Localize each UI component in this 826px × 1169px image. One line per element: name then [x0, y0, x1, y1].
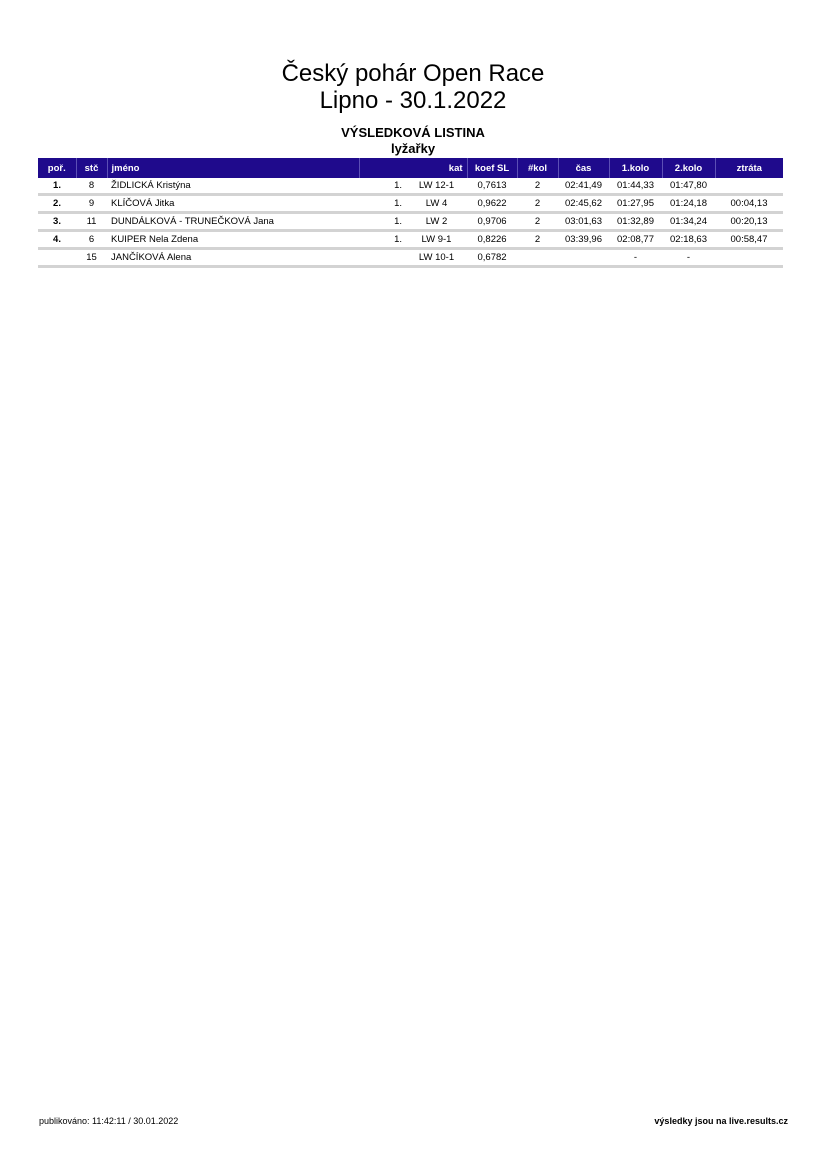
- category-heading: lyžařky: [390, 141, 436, 156]
- table-header-row: [38, 158, 783, 178]
- col-header-name: jméno: [107, 158, 359, 178]
- cell-start-number: 9: [76, 195, 107, 213]
- cell-position: [38, 249, 76, 267]
- cell-time: 02:41,49: [558, 178, 609, 195]
- cell-start-number: 8: [76, 178, 107, 195]
- cell-loss: [715, 249, 783, 267]
- cell-run1: -: [609, 249, 662, 267]
- col-header-run2: 2.kolo: [662, 158, 715, 178]
- cell-category: LW 9-1: [406, 231, 467, 249]
- cell-time: [558, 249, 609, 267]
- table-row: [38, 195, 783, 213]
- cell-coefficient: 0,8226: [467, 231, 517, 249]
- cell-runs: 2: [517, 195, 558, 213]
- cell-position: 1.: [38, 178, 76, 195]
- cell-category-rank: 1.: [359, 213, 406, 231]
- cell-loss: [715, 178, 783, 195]
- cell-category: LW 2: [406, 213, 467, 231]
- cell-name: KUIPER Nela Zdena: [107, 231, 359, 249]
- event-date-location: Lipno - 30.1.2022: [319, 87, 507, 114]
- cell-runs: 2: [517, 231, 558, 249]
- col-header-category: kat: [359, 158, 467, 178]
- results-table: [38, 158, 783, 268]
- table-row: [38, 249, 783, 267]
- cell-position: 4.: [38, 231, 76, 249]
- cell-position: 2.: [38, 195, 76, 213]
- results-heading: VÝSLEDKOVÁ LISTINA: [341, 125, 485, 140]
- cell-coefficient: 0,9622: [467, 195, 517, 213]
- cell-run2: -: [662, 249, 715, 267]
- cell-run2: 01:24,18: [662, 195, 715, 213]
- cell-category: LW 12-1: [406, 178, 467, 195]
- cell-runs: 2: [517, 178, 558, 195]
- col-header-time: čas: [558, 158, 609, 178]
- cell-start-number: 15: [76, 249, 107, 267]
- cell-run1: 01:44,33: [609, 178, 662, 195]
- cell-time: 03:39,96: [558, 231, 609, 249]
- table-row: [38, 213, 783, 231]
- cell-run2: 01:34,24: [662, 213, 715, 231]
- cell-runs: [517, 249, 558, 267]
- col-header-start-number: stč: [76, 158, 107, 178]
- cell-run1: 01:27,95: [609, 195, 662, 213]
- cell-runs: 2: [517, 213, 558, 231]
- table-row: [38, 231, 783, 249]
- col-header-coefficient: koef SL: [467, 158, 517, 178]
- cell-run2: 02:18,63: [662, 231, 715, 249]
- cell-start-number: 11: [76, 213, 107, 231]
- cell-time: 03:01,63: [558, 213, 609, 231]
- cell-category-rank: [359, 249, 406, 267]
- cell-loss: 00:20,13: [715, 213, 783, 231]
- event-title: Český pohár Open Race: [281, 60, 545, 87]
- cell-start-number: 6: [76, 231, 107, 249]
- table-row: [38, 178, 783, 195]
- cell-category: LW 10-1: [406, 249, 467, 267]
- cell-run1: 01:32,89: [609, 213, 662, 231]
- col-header-runs: #kol: [517, 158, 558, 178]
- cell-position: 3.: [38, 213, 76, 231]
- col-header-loss: ztráta: [715, 158, 783, 178]
- cell-coefficient: 0,9706: [467, 213, 517, 231]
- published-timestamp: publikováno: 11:42:11 / 30.01.2022: [39, 1116, 179, 1126]
- cell-coefficient: 0,7613: [467, 178, 517, 195]
- cell-coefficient: 0,6782: [467, 249, 517, 267]
- cell-name: DUNDÁLKOVÁ - TRUNEČKOVÁ Jana: [107, 213, 359, 231]
- results-source-note: výsledky jsou na live.results.cz: [654, 1116, 788, 1126]
- cell-name: ŽIDLICKÁ Kristýna: [107, 178, 359, 195]
- cell-category: LW 4: [406, 195, 467, 213]
- cell-category-rank: 1.: [359, 231, 406, 249]
- cell-loss: 00:58,47: [715, 231, 783, 249]
- cell-run2: 01:47,80: [662, 178, 715, 195]
- cell-loss: 00:04,13: [715, 195, 783, 213]
- cell-name: JANČÍKOVÁ Alena: [107, 249, 359, 267]
- cell-category-rank: 1.: [359, 178, 406, 195]
- cell-name: KLÍČOVÁ Jitka: [107, 195, 359, 213]
- col-header-run1: 1.kolo: [609, 158, 662, 178]
- cell-category-rank: 1.: [359, 195, 406, 213]
- cell-time: 02:45,62: [558, 195, 609, 213]
- col-header-position: poř.: [38, 158, 76, 178]
- cell-run1: 02:08,77: [609, 231, 662, 249]
